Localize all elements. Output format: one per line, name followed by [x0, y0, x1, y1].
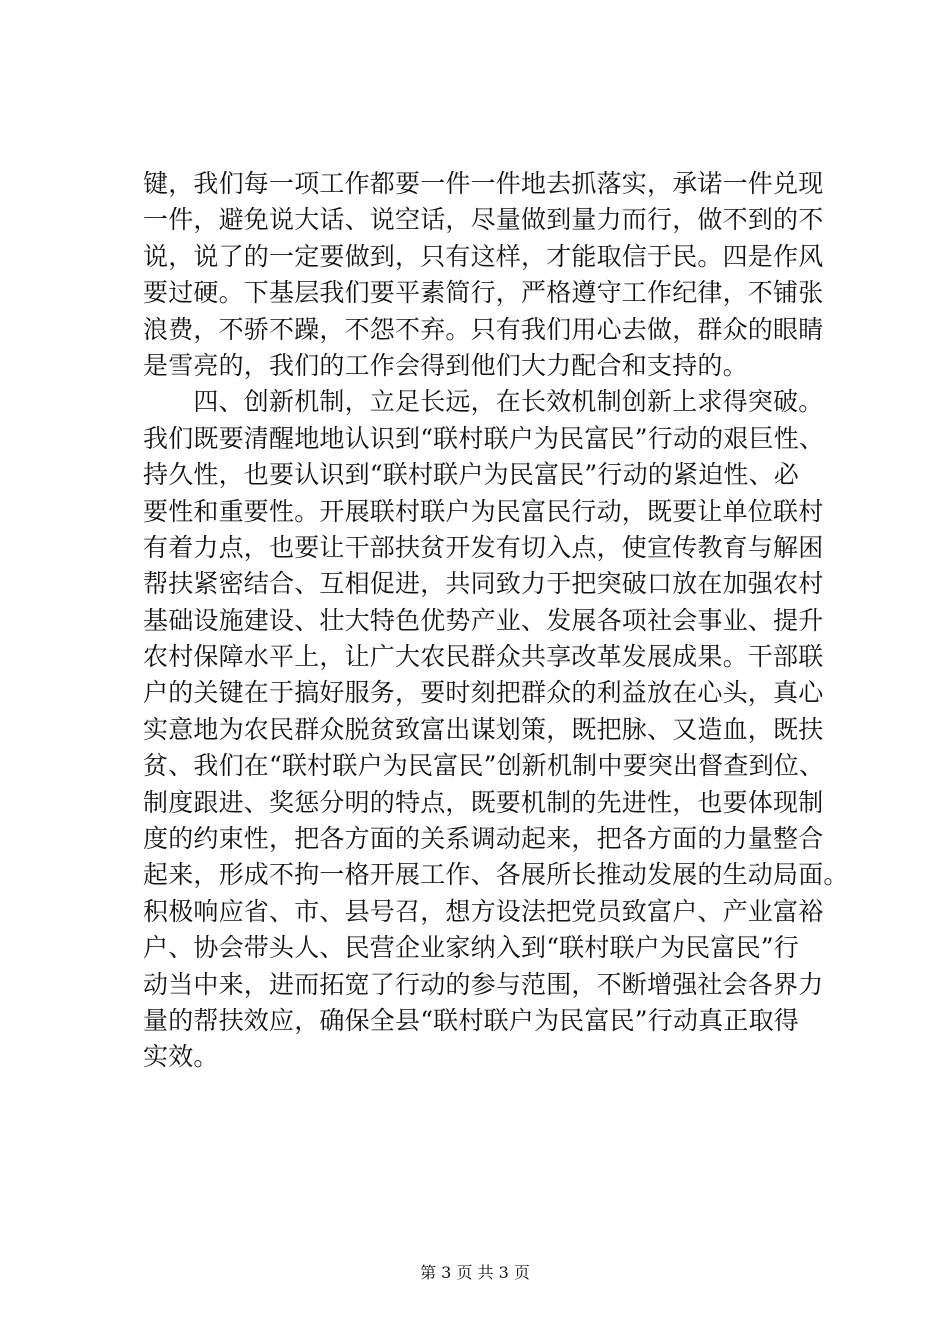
text-line: 实效。 [143, 1042, 219, 1072]
text-line: 量的帮扶效应，确保全县“联村联户为民富民”行动真正取得 [143, 1005, 799, 1035]
text-line: 起来，形成不拘一格开展工作、各展所长推动发展的生动局面。 [143, 860, 849, 890]
text-line: 说，说了的一定要做到，只有这样，才能取信于民。四是作风 [143, 241, 824, 271]
text-line: 要过硬。下基层我们要平素简行，严格遵守工作纪律，不铺张 [143, 278, 824, 308]
text-line: 我们既要清醒地地认识到“联村联户为民富民”行动的艰巨性、 [143, 423, 825, 453]
text-line: 户、协会带头人、民营企业家纳入到“联村联户为民富民”行 [143, 933, 799, 963]
text-line: 户的关键在于搞好服务，要时刻把群众的利益放在心头，真心 [143, 678, 824, 708]
text-line: 贫、我们在“联村联户为民富民”创新机制中要突出督查到位、 [143, 751, 825, 781]
text-line: 制度跟进、奖惩分明的特点，既要机制的先进性，也要体现制 [143, 787, 824, 817]
text-line: 键，我们每一项工作都要一件一件地去抓落实，承诺一件兑现 [143, 169, 824, 198]
text-line: 帮扶紧密结合、互相促进，共同致力于把突破口放在加强农村 [143, 569, 824, 599]
text-line: 农村保障水平上，让广大农民群众共享改革发展成果。干部联 [143, 642, 824, 672]
text-line: 一件，避免说大话、说空话，尽量做到量力而行，做不到的不 [143, 205, 824, 235]
text-line: 基础设施建设、壮大特色优势产业、发展各项社会事业、提升 [143, 605, 824, 635]
section-heading-line: 四、创新机制，立足长远，在长效机制创新上求得突破。 [143, 387, 824, 417]
text-line: 持久性，也要认识到“联村联户为民富民”行动的紧迫性、必 [143, 460, 799, 490]
text-line: 度的约束性，把各方面的关系调动起来，把各方面的力量整合 [143, 824, 824, 854]
text-line: 积极响应省、市、县号召，想方设法把党员致富户、产业富裕 [143, 896, 824, 926]
text-line: 是雪亮的，我们的工作会得到他们大力配合和支持的。 [143, 350, 748, 380]
text-line: 动当中来，进而拓宽了行动的参与范围，不断增强社会各界力 [143, 969, 824, 999]
text-line: 浪费，不骄不躁，不怨不弃。只有我们用心去做，群众的眼睛 [143, 314, 824, 344]
page-number-footer: 第 3 页 共 3 页 [420, 1263, 530, 1282]
text-line: 要性和重要性。开展联村联户为民富民行动，既要让单位联村 [143, 496, 824, 526]
text-line: 实意地为农民群众脱贫致富出谋划策，既把脉、又造血，既扶 [143, 714, 824, 744]
text-line: 有着力点，也要让干部扶贫开发有切入点，使宣传教育与解困 [143, 532, 824, 562]
body-text [143, 166, 849, 1076]
